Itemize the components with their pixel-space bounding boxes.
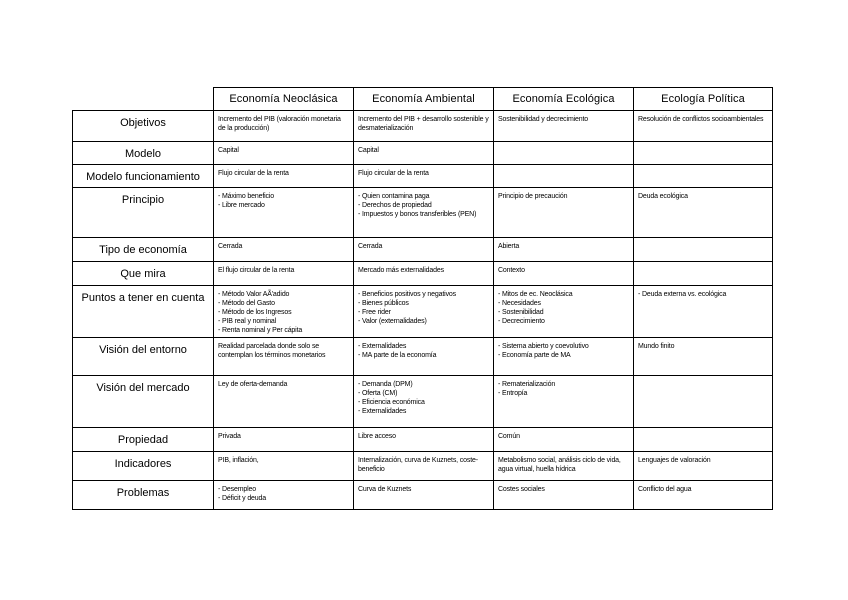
table-row [73,188,773,238]
table-cell: PIB, inflación, [214,452,354,481]
table-cell: Flujo circular de la renta [354,165,494,188]
table-cell: - Deuda externa vs. ecológica [634,286,773,338]
table-row [73,428,773,452]
table-cell: Principio de precaución [494,188,634,238]
table-cell: Flujo circular de la renta [214,165,354,188]
comparison-table [72,87,773,510]
table-row [73,238,773,262]
table-cell: - Demanda (DPM) - Oferta (CM) - Eficiencia económica - Externalidades [354,376,494,428]
table-row [73,286,773,338]
table-cell [634,238,773,262]
table-cell [634,428,773,452]
table-cell: Resolución de conflictos socioambientales [634,111,773,142]
table-cell: Capital [214,142,354,165]
row-label: Modelo [73,142,214,165]
row-label: Visión del entorno [73,338,214,376]
table-cell: El flujo circular de la renta [214,262,354,286]
table-cell: Libre acceso [354,428,494,452]
table-cell: - Máximo beneficio - Libre mercado [214,188,354,238]
table-cell: - Quien contamina paga - Derechos de propiedad - Impuestos y bonos transferibles (PEN) [354,188,494,238]
table-cell: Privada [214,428,354,452]
column-header: Economía Ambiental [354,88,494,111]
row-label: Indicadores [73,452,214,481]
table-row [73,452,773,481]
row-label: Modelo funcionamiento [73,165,214,188]
column-header: Ecología Política [634,88,773,111]
table-cell: Contexto [494,262,634,286]
table-cell: - Externalidades - MA parte de la economía [354,338,494,376]
table-cell: - Mitos de ec. Neoclásica - Necesidades - Sostenibilidad - Decrecimiento [494,286,634,338]
table-row [73,111,773,142]
table-cell: Cerrada [354,238,494,262]
table-cell: Metabolismo social, análisis ciclo de vida, agua virtual, huella hídrica [494,452,634,481]
row-label: Puntos a tener en cuenta [73,286,214,338]
table-cell [634,165,773,188]
table-cell: Ley de oferta-demanda [214,376,354,428]
table-row [73,262,773,286]
row-label: Propiedad [73,428,214,452]
table-cell: Realidad parcelada donde solo se contemplan los términos monetarios [214,338,354,376]
table-cell: Incremento del PIB (valoración monetaria de la producción) [214,111,354,142]
table-cell: Deuda ecológica [634,188,773,238]
table-cell: Lenguajes de valoración [634,452,773,481]
table-row [73,142,773,165]
table-cell: Sostenibilidad y decrecimiento [494,111,634,142]
table-row [73,376,773,428]
table-row [73,338,773,376]
table-cell: Capital [354,142,494,165]
table-cell: Curva de Kuznets [354,481,494,510]
table-cell: Mundo finito [634,338,773,376]
table-cell: - Desempleo - Déficit y deuda [214,481,354,510]
table-cell [494,142,634,165]
table-cell: Internalización, curva de Kuznets, coste-beneficio [354,452,494,481]
table-cell [634,142,773,165]
table-cell: Abierta [494,238,634,262]
row-label: Principio [73,188,214,238]
row-label: Que mira [73,262,214,286]
table-cell: - Método Valor AÃ'adido - Método del Gasto - Método de los Ingresos - PIB real y nominal - Renta nominal y Per cápita [214,286,354,338]
table-cell [634,262,773,286]
table-cell: Mercado más externalidades [354,262,494,286]
table-cell [634,376,773,428]
row-label: Problemas [73,481,214,510]
table-cell: Cerrada [214,238,354,262]
table-cell: Común [494,428,634,452]
row-label: Tipo de economía [73,238,214,262]
table-cell [494,165,634,188]
table-cell: - Beneficios positivos y negativos - Bienes públicos - Free rider - Valor (externalidades) [354,286,494,338]
row-label: Objetivos [73,111,214,142]
table-row [73,165,773,188]
corner-cell [73,88,214,111]
column-header: Economía Neoclásica [214,88,354,111]
table-cell: - Sistema abierto y coevolutivo - Economía parte de MA [494,338,634,376]
table-cell: Conflicto del agua [634,481,773,510]
table-row [73,481,773,510]
header-row [73,88,773,111]
column-header: Economía Ecológica [494,88,634,111]
row-label: Visión del mercado [73,376,214,428]
table-cell: Costes sociales [494,481,634,510]
table-cell: - Rematerialización - Entropía [494,376,634,428]
table-cell: Incremento del PIB + desarrollo sostenible y desmaterialización [354,111,494,142]
